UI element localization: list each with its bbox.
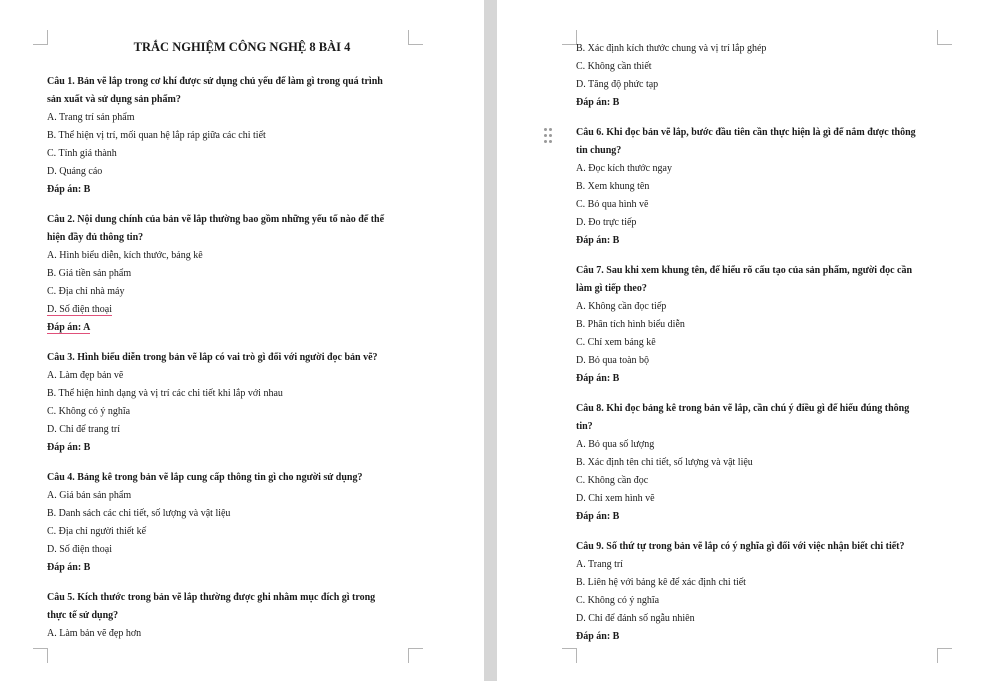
option-line bbox=[576, 160, 936, 178]
option-line bbox=[576, 592, 936, 610]
option-line bbox=[576, 298, 936, 316]
line-text: C. Không cần đọc bbox=[576, 475, 649, 486]
option-line bbox=[47, 505, 407, 523]
line-text: Câu 8. Khi đọc bảng kê trong bản vẽ lắp, cần chú ý điều gì để hiểu đúng thông bbox=[576, 403, 910, 414]
option-line bbox=[576, 436, 936, 454]
line-text: A. Bỏ qua số lượng bbox=[576, 439, 655, 450]
line-text: B. Xác định kích thước chung và vị trí lắp ghép bbox=[576, 43, 767, 54]
page-gap bbox=[484, 0, 497, 681]
line-text: Câu 6. Khi đọc bản vẽ lắp, bước đầu tiên cần thực hiện là gì để nắm được thông bbox=[576, 127, 916, 138]
option-line bbox=[576, 76, 936, 94]
question-line bbox=[47, 229, 407, 247]
line-text: B. Liên hệ với bảng kê để xác định chi tiết bbox=[576, 577, 746, 588]
line-text: Đáp án: B bbox=[576, 235, 620, 246]
line-text: B. Danh sách các chi tiết, số lượng và vật liệu bbox=[47, 508, 231, 519]
option-line bbox=[576, 556, 936, 574]
line-text: tin? bbox=[576, 421, 593, 432]
line-text: A. Không cần đọc tiếp bbox=[576, 301, 667, 312]
left-page-text[interactable] bbox=[47, 73, 407, 643]
line-text: thực tế sử dụng? bbox=[47, 610, 119, 621]
option-line bbox=[576, 316, 936, 334]
option-line bbox=[47, 625, 407, 643]
line-text: B. Xem khung tên bbox=[576, 181, 650, 192]
line-text: Câu 7. Sau khi xem khung tên, để hiểu rõ cấu tạo của sản phẩm, người đọc cần bbox=[576, 265, 913, 276]
option-line bbox=[47, 403, 407, 421]
question-line bbox=[576, 418, 936, 436]
document-title: TRẮC NGHIỆM CÔNG NGHỆ 8 BÀI 4 bbox=[133, 40, 351, 54]
paragraph-spacer bbox=[47, 457, 407, 469]
option-line bbox=[576, 196, 936, 214]
question-line bbox=[47, 607, 407, 625]
option-line bbox=[576, 490, 936, 508]
line-text: Câu 3. Hình biểu diễn trong bản vẽ lắp có vai trò gì đối với người đọc bản vẽ? bbox=[47, 352, 378, 363]
line-text: C. Không có ý nghĩa bbox=[576, 595, 660, 606]
option-line bbox=[47, 385, 407, 403]
answer-line bbox=[576, 370, 936, 388]
paragraph-spacer bbox=[47, 199, 407, 211]
line-text: C. Không cần thiết bbox=[576, 61, 652, 72]
option-line bbox=[47, 301, 407, 319]
margin-corner-mark bbox=[562, 648, 577, 663]
answer-line bbox=[576, 232, 936, 250]
line-text: Đáp án: B bbox=[47, 562, 91, 573]
line-text: B. Xác định tên chi tiết, số lượng và vật liệu bbox=[576, 457, 753, 468]
answer-line bbox=[576, 628, 936, 646]
document-page-right bbox=[497, 0, 993, 681]
line-text: Đáp án: B bbox=[576, 511, 620, 522]
question-line bbox=[576, 142, 936, 160]
question-line bbox=[576, 124, 936, 142]
answer-line bbox=[47, 181, 407, 199]
option-line bbox=[47, 541, 407, 559]
option-line bbox=[47, 247, 407, 265]
paragraph-spacer bbox=[47, 577, 407, 589]
line-text: hiện đầy đủ thông tin? bbox=[47, 232, 144, 243]
option-line bbox=[576, 574, 936, 592]
answer-line bbox=[47, 439, 407, 457]
line-text: D. Chỉ xem hình vẽ bbox=[576, 493, 655, 504]
line-text: C. Địa chỉ người thiết kế bbox=[47, 526, 147, 537]
margin-corner-mark bbox=[937, 30, 952, 45]
line-text: A. Làm bản vẽ đẹp hơn bbox=[47, 628, 142, 639]
right-page-text[interactable] bbox=[576, 40, 936, 646]
question-line bbox=[576, 400, 936, 418]
line-text: A. Trang trí bbox=[576, 559, 623, 570]
line-text: Đáp án: B bbox=[576, 373, 620, 384]
option-line bbox=[47, 421, 407, 439]
line-text: B. Thể hiện vị trí, mối quan hệ lắp ráp giữa các chi tiết bbox=[47, 130, 266, 141]
line-text: Đáp án: B bbox=[47, 442, 91, 453]
paragraph-drag-handle-icon[interactable] bbox=[544, 128, 552, 144]
line-text: D. Chỉ để đánh số ngẫu nhiên bbox=[576, 613, 695, 624]
question-line bbox=[47, 73, 407, 91]
option-line bbox=[576, 610, 936, 628]
line-text: Câu 9. Số thứ tự trong bản vẽ lắp có ý nghĩa gì đối với việc nhận biết chi tiết? bbox=[576, 541, 905, 552]
line-text: sản xuất và sử dụng sản phẩm? bbox=[47, 94, 181, 105]
line-text: B. Thể hiện hình dạng và vị trí các chi tiết khi lắp với nhau bbox=[47, 388, 283, 399]
option-line bbox=[47, 163, 407, 181]
option-line bbox=[47, 265, 407, 283]
line-text: D. Bỏ qua toàn bộ bbox=[576, 355, 650, 366]
question-line bbox=[576, 538, 936, 556]
line-text: C. Bỏ qua hình vẽ bbox=[576, 199, 649, 210]
paragraph-spacer bbox=[576, 112, 936, 124]
option-line bbox=[47, 487, 407, 505]
margin-corner-mark bbox=[408, 648, 423, 663]
question-line bbox=[47, 589, 407, 607]
option-line bbox=[47, 283, 407, 301]
paragraph-spacer bbox=[576, 526, 936, 538]
line-text: A. Làm đẹp bản vẽ bbox=[47, 370, 124, 381]
answer-line bbox=[576, 94, 936, 112]
answer-line bbox=[47, 319, 407, 337]
line-text: Câu 4. Bảng kê trong bản vẽ lắp cung cấp thông tin gì cho người sử dụng? bbox=[47, 472, 363, 483]
option-line bbox=[576, 352, 936, 370]
line-text: D. Số điện thoại bbox=[47, 544, 112, 555]
line-text: D. Tăng độ phức tạp bbox=[576, 79, 659, 90]
line-text: A. Hình biểu diễn, kích thước, bảng kê bbox=[47, 250, 203, 261]
option-line bbox=[47, 367, 407, 385]
option-line bbox=[47, 145, 407, 163]
question-line bbox=[576, 280, 936, 298]
option-line bbox=[576, 40, 936, 58]
option-line bbox=[576, 454, 936, 472]
line-text: A. Giá bán sản phẩm bbox=[47, 490, 132, 501]
option-line bbox=[47, 127, 407, 145]
margin-corner-mark bbox=[33, 648, 48, 663]
question-line bbox=[47, 211, 407, 229]
line-text: tin chung? bbox=[576, 145, 622, 156]
paragraph-spacer bbox=[47, 337, 407, 349]
line-text: D. Chỉ để trang trí bbox=[47, 424, 121, 435]
option-line bbox=[576, 214, 936, 232]
question-line bbox=[576, 262, 936, 280]
line-text: làm gì tiếp theo? bbox=[576, 283, 647, 294]
line-text: D. Đo trực tiếp bbox=[576, 217, 637, 228]
line-text: B. Phân tích hình biểu diễn bbox=[576, 319, 685, 330]
document-page-left bbox=[0, 0, 484, 681]
answer-line bbox=[47, 559, 407, 577]
line-text: D. Số điện thoại bbox=[47, 304, 112, 315]
line-text: A. Trang trí sản phẩm bbox=[47, 112, 135, 123]
option-line bbox=[576, 334, 936, 352]
option-line bbox=[576, 472, 936, 490]
option-line bbox=[47, 109, 407, 127]
option-line bbox=[576, 58, 936, 76]
question-line bbox=[47, 91, 407, 109]
margin-corner-mark bbox=[562, 30, 577, 45]
question-line bbox=[47, 469, 407, 487]
paragraph-spacer bbox=[576, 388, 936, 400]
option-line bbox=[576, 178, 936, 196]
paragraph-spacer bbox=[576, 250, 936, 262]
line-text: Đáp án: B bbox=[576, 97, 620, 108]
line-text: Đáp án: B bbox=[47, 184, 91, 195]
margin-corner-mark bbox=[937, 648, 952, 663]
line-text: Câu 2. Nội dung chính của bản vẽ lắp thường bao gồm những yếu tố nào để thể bbox=[47, 214, 385, 225]
line-text: Câu 1. Bản vẽ lắp trong cơ khí được sử dụng chủ yếu để làm gì trong quá trình bbox=[47, 76, 383, 87]
line-text: Đáp án: B bbox=[576, 631, 620, 642]
line-text: C. Tính giá thành bbox=[47, 148, 117, 159]
line-text: Câu 5. Kích thước trong bản vẽ lắp thường được ghi nhằm mục đích gì trong bbox=[47, 592, 376, 603]
line-text: Đáp án: A bbox=[47, 322, 91, 333]
line-text: C. Không có ý nghĩa bbox=[47, 406, 131, 417]
line-text: C. Chỉ xem bảng kê bbox=[576, 337, 656, 348]
question-line bbox=[47, 349, 407, 367]
line-text: B. Giá tiền sản phẩm bbox=[47, 268, 132, 279]
answer-line bbox=[576, 508, 936, 526]
option-line bbox=[47, 523, 407, 541]
line-text: C. Địa chỉ nhà máy bbox=[47, 286, 125, 297]
line-text: A. Đọc kích thước ngay bbox=[576, 163, 672, 174]
line-text: D. Quảng cáo bbox=[47, 166, 103, 177]
